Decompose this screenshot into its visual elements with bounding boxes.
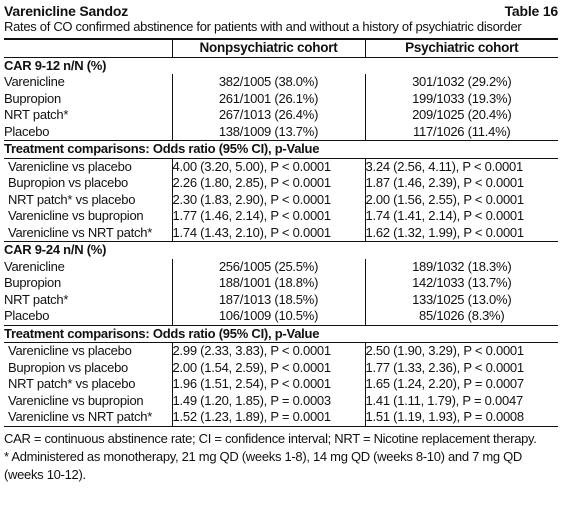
table-row	[4, 275, 558, 292]
section-heading: Treatment comparisons: Odds ratio (95% CI), p-Value	[4, 141, 558, 159]
table-row	[4, 208, 558, 225]
row-label: Varenicline vs placebo	[8, 343, 132, 359]
nonpsychiatric-value: 4.00 (3.20, 5.00), P < 0.0001	[172, 158, 365, 175]
nonpsychiatric-value: 2.30 (1.83, 2.90), P < 0.0001	[172, 192, 365, 209]
nonpsychiatric-value: 188/1001 (18.8%)	[172, 275, 365, 292]
section-heading-row	[4, 242, 558, 259]
row-label: Varenicline	[4, 258, 65, 274]
psychiatric-value: 85/1026 (8.3%)	[365, 308, 558, 325]
table-row	[4, 74, 558, 91]
row-label: Varenicline vs placebo	[8, 158, 132, 174]
psychiatric-value: 301/1032 (29.2%)	[365, 74, 558, 91]
psychiatric-value: 117/1026 (11.4%)	[365, 124, 558, 141]
nonpsychiatric-value: 261/1001 (26.1%)	[172, 91, 365, 108]
psychiatric-value: 199/1033 (19.3%)	[365, 91, 558, 108]
nonpsychiatric-value: 382/1005 (38.0%)	[172, 74, 365, 91]
row-label: Bupropion	[4, 275, 62, 291]
row-label: Bupropion vs placebo	[8, 359, 129, 375]
nonpsychiatric-value: 1.77 (1.46, 2.14), P < 0.0001	[172, 208, 365, 225]
psychiatric-value: 1.74 (1.41, 2.14), P < 0.0001	[365, 208, 558, 225]
nonpsychiatric-value: 1.96 (1.51, 2.54), P < 0.0001	[172, 376, 365, 393]
row-label: Varenicline vs bupropion	[8, 392, 144, 408]
table-row	[4, 175, 558, 192]
psychiatric-value: 3.24 (2.56, 4.11), P < 0.0001	[365, 158, 558, 175]
row-label: Varenicline vs NRT patch*	[4, 409, 172, 426]
table-row	[4, 360, 558, 377]
table-row	[4, 259, 558, 276]
psychiatric-value: 2.00 (1.56, 2.55), P < 0.0001	[365, 192, 558, 209]
table-row	[4, 158, 558, 175]
table-row	[4, 409, 558, 426]
section-heading-row	[4, 141, 558, 159]
row-label: NRT patch*	[4, 291, 69, 307]
document-title: Varenicline Sandoz	[4, 3, 128, 19]
psychiatric-value: 1.62 (1.32, 1.99), P < 0.0001	[365, 225, 558, 242]
psychiatric-value: 1.41 (1.11, 1.79), P = 0.0047	[365, 393, 558, 410]
footnotes	[4, 430, 558, 484]
table-row	[4, 107, 558, 124]
nonpsychiatric-value: 1.52 (1.23, 1.89), P = 0.0001	[172, 409, 365, 426]
section-heading: Treatment comparisons: Odds ratio (95% CI), p-Value	[4, 325, 558, 343]
document-header	[4, 3, 558, 19]
psychiatric-value: 1.77 (1.33, 2.36), P < 0.0001	[365, 360, 558, 377]
abbreviation-footnote: CAR = continuous abstinence rate; CI = confidence interval; NRT = Nicotine replacement therapy.	[4, 430, 537, 446]
nonpsychiatric-value: 2.26 (1.80, 2.85), P < 0.0001	[172, 175, 365, 192]
psychiatric-value: 2.50 (1.90, 3.29), P < 0.0001	[365, 343, 558, 360]
table-number: Table 16	[504, 3, 558, 19]
psychiatric-value: 209/1025 (20.4%)	[365, 107, 558, 124]
nonpsychiatric-value: 1.49 (1.20, 1.85), P = 0.0003	[172, 393, 365, 410]
section-heading: CAR 9-24 n/N (%)	[4, 242, 107, 258]
row-label: NRT patch* vs placebo	[8, 191, 136, 207]
row-label: NRT patch* vs placebo	[8, 376, 136, 392]
row-label: Varenicline	[4, 74, 65, 90]
row-label: Placebo	[4, 308, 50, 324]
table-row	[4, 192, 558, 209]
abstinence-table	[4, 38, 558, 427]
column-header-psychiatric: Psychiatric cohort	[365, 39, 558, 57]
table-row	[4, 225, 558, 242]
psychiatric-value: 1.65 (1.24, 2.20), P = 0.0007	[365, 376, 558, 393]
nonpsychiatric-value: 2.00 (1.54, 2.59), P < 0.0001	[172, 360, 365, 377]
psychiatric-value: 1.87 (1.46, 2.39), P < 0.0001	[365, 175, 558, 192]
psychiatric-value: 1.51 (1.19, 1.93), P = 0.0008	[365, 409, 558, 426]
section-heading-row	[4, 57, 558, 74]
column-header-nonpsychiatric: Nonpsychiatric cohort	[172, 39, 365, 57]
nonpsychiatric-value: 138/1009 (13.7%)	[172, 124, 365, 141]
row-label: Varenicline vs bupropion	[8, 208, 144, 224]
nonpsychiatric-value: 267/1013 (26.4%)	[172, 107, 365, 124]
nonpsychiatric-value: 2.99 (2.33, 3.83), P < 0.0001	[172, 343, 365, 360]
row-label: Bupropion vs placebo	[8, 175, 129, 191]
row-label: Placebo	[4, 123, 50, 139]
column-header-row	[4, 39, 558, 57]
asterisk-footnote: * Administered as monotherapy, 21 mg QD (weeks 1-8), 14 mg QD (weeks 8-10) and 7 mg QD (weeks 10-12).	[4, 448, 523, 482]
nonpsychiatric-value: 187/1013 (18.5%)	[172, 292, 365, 309]
table-row	[4, 376, 558, 393]
nonpsychiatric-value: 256/1005 (25.5%)	[172, 259, 365, 276]
psychiatric-value: 189/1032 (18.3%)	[365, 259, 558, 276]
table-row	[4, 343, 558, 360]
section-heading-row	[4, 325, 558, 343]
table-row	[4, 292, 558, 309]
table-caption: Rates of CO confirmed abstinence for patients with and without a history of psychiatric disorder	[4, 19, 522, 34]
column-header-blank	[4, 39, 172, 57]
psychiatric-value: 133/1025 (13.0%)	[365, 292, 558, 309]
table-row	[4, 308, 558, 325]
nonpsychiatric-value: 1.74 (1.43, 2.10), P < 0.0001	[172, 225, 365, 242]
table-row	[4, 393, 558, 410]
psychiatric-value: 142/1033 (13.7%)	[365, 275, 558, 292]
row-label: Varenicline vs NRT patch*	[4, 225, 172, 242]
nonpsychiatric-value: 106/1009 (10.5%)	[172, 308, 365, 325]
table-row	[4, 91, 558, 108]
table-row	[4, 124, 558, 141]
row-label: Bupropion	[4, 90, 62, 106]
row-label: NRT patch*	[4, 107, 69, 123]
section-heading: CAR 9-12 n/N (%)	[4, 57, 107, 73]
